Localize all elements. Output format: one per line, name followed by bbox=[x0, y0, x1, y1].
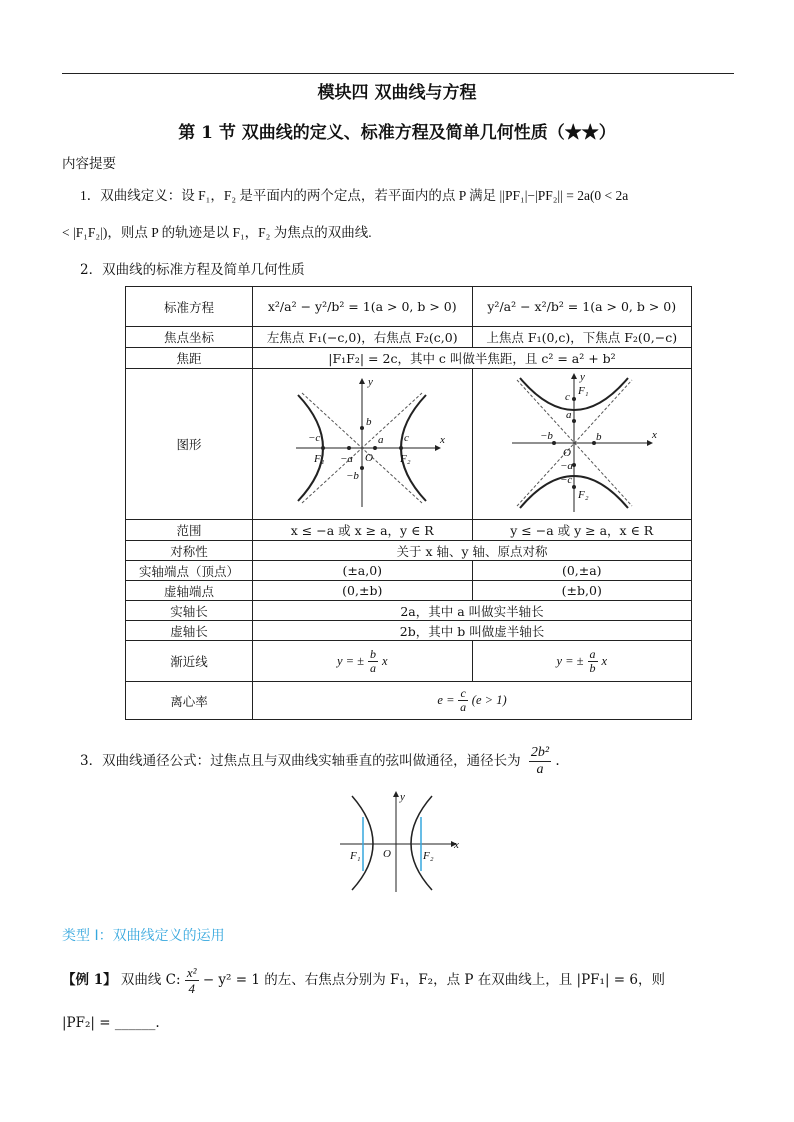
fraction bbox=[368, 648, 378, 675]
row-label: 实轴长 bbox=[126, 601, 253, 621]
cell-right: y²/a² − x²/b² = 1(a > 0, b > 0) bbox=[472, 287, 692, 327]
point-a bbox=[373, 446, 377, 450]
table-row bbox=[126, 601, 692, 621]
row-label: 虚轴长 bbox=[126, 621, 253, 641]
item3 bbox=[80, 745, 560, 778]
horizontal-hyperbola-graph bbox=[272, 373, 452, 513]
label-a: a bbox=[378, 433, 384, 446]
cell-merged: 2a，其中 a 叫做实半轴长 bbox=[253, 601, 692, 621]
section-title: 第 1 节 双曲线的定义、标准方程及简单几何性质（★★） bbox=[178, 123, 616, 143]
label-f1: F₁ bbox=[350, 850, 361, 862]
cell-right: (0,±a) bbox=[472, 561, 692, 581]
cell-left: x²/a² − y²/b² = 1(a > 0, b > 0) bbox=[253, 287, 473, 327]
point-f2 bbox=[572, 485, 576, 489]
example1 bbox=[62, 965, 665, 996]
denominator: a bbox=[370, 660, 377, 675]
label-f1: F₁ bbox=[314, 452, 325, 465]
item1-line2: < |F₁F₂|)，则点 P 的轨迹是以 F₁，F₂ 为焦点的双曲线. bbox=[62, 225, 372, 240]
point-neg-b bbox=[360, 466, 364, 470]
cell-merged: 关于 x 轴、y 轴、原点对称 bbox=[253, 541, 692, 561]
cell-left bbox=[253, 641, 473, 682]
cell-right: (±b,0) bbox=[472, 581, 692, 601]
table-row bbox=[126, 581, 692, 601]
example-tag: 【例 1】 bbox=[62, 972, 117, 988]
asymptote-tail: x bbox=[601, 653, 608, 668]
table-row bbox=[126, 541, 692, 561]
item2-heading: 2．双曲线的标准方程及简单几何性质 bbox=[80, 262, 305, 278]
fraction bbox=[529, 745, 551, 778]
top-rule bbox=[62, 73, 734, 74]
label-x: x bbox=[651, 428, 657, 441]
label-origin: O bbox=[383, 848, 391, 860]
point-f1 bbox=[572, 397, 576, 401]
cell-left: (0,±b) bbox=[253, 581, 473, 601]
table-row bbox=[126, 348, 692, 369]
label-c: c bbox=[404, 431, 410, 444]
point-a bbox=[572, 419, 576, 423]
row-label: 图形 bbox=[126, 369, 253, 520]
row-label: 虚轴端点 bbox=[126, 581, 253, 601]
point-f2 bbox=[399, 446, 403, 450]
table-row bbox=[126, 327, 692, 348]
label-x: x bbox=[454, 839, 459, 851]
item3-text: 3．双曲线通径公式：过焦点且与双曲线实轴垂直的弦叫做通径，通径长为 bbox=[80, 753, 521, 769]
row-label: 标准方程 bbox=[126, 287, 253, 327]
graph-left-cell bbox=[253, 369, 473, 520]
module-title: 模块四 双曲线与方程 bbox=[317, 83, 477, 103]
denominator: 4 bbox=[188, 981, 195, 996]
graph-right-cell bbox=[472, 369, 692, 520]
numerator: a bbox=[589, 646, 596, 661]
fraction bbox=[185, 965, 199, 996]
table-row bbox=[126, 682, 692, 720]
eccentricity-prefix: e = bbox=[437, 693, 455, 707]
label-y: y bbox=[579, 370, 585, 383]
cell-right: y ≤ −a 或 y ≥ a，x ∈ R bbox=[472, 520, 692, 541]
table-row bbox=[126, 520, 692, 541]
cell-merged: 2b，其中 b 叫做虚半轴长 bbox=[253, 621, 692, 641]
label-x: x bbox=[440, 433, 446, 446]
label-neg-b: −b bbox=[346, 469, 360, 482]
latus-rectum-figure bbox=[330, 788, 470, 894]
row-label: 焦距 bbox=[126, 348, 253, 369]
label-c: c bbox=[564, 390, 570, 403]
vertical-hyperbola-graph bbox=[492, 370, 672, 516]
table-row bbox=[126, 287, 692, 327]
properties-table bbox=[125, 286, 692, 720]
numerator: 2b² bbox=[530, 745, 550, 760]
row-label: 对称性 bbox=[126, 541, 253, 561]
row-label: 实轴端点（顶点） bbox=[126, 561, 253, 581]
label-neg-b: −b bbox=[539, 429, 553, 442]
label-f2: F₂ bbox=[577, 488, 589, 501]
denominator: a bbox=[536, 762, 544, 777]
label-b: b bbox=[595, 430, 602, 443]
table-row bbox=[126, 621, 692, 641]
label-neg-a: −a bbox=[340, 452, 354, 465]
asymptote-tail: x bbox=[382, 653, 388, 668]
type1-heading: 类型 I：双曲线定义的运用 bbox=[62, 928, 225, 944]
eccentricity-tail: (e > 1) bbox=[471, 693, 507, 707]
table-row bbox=[126, 641, 692, 682]
example1-line2: |PF₂| = ______. bbox=[62, 1015, 160, 1031]
point-b bbox=[360, 426, 364, 430]
label-neg-c: −c bbox=[308, 431, 321, 444]
item1-line1: 1．双曲线定义：设 F₁，F₂ 是平面内的两个定点，若平面内的点 P 满足 ||PF₁|−|PF₂|| = 2a(0 < 2a bbox=[80, 188, 629, 203]
cell-left: x ≤ −a 或 x ≥ a，y ∈ R bbox=[253, 520, 473, 541]
asymptote-prefix: y = ± bbox=[556, 653, 584, 668]
cell-right: 上焦点 F₁(0,c)，下焦点 F₂(0,−c) bbox=[472, 327, 692, 348]
row-label: 范围 bbox=[126, 520, 253, 541]
label-neg-c: −c bbox=[559, 473, 573, 486]
fraction bbox=[588, 648, 598, 675]
row-label: 焦点坐标 bbox=[126, 327, 253, 348]
label-f2: F₂ bbox=[423, 850, 434, 862]
fraction bbox=[458, 687, 467, 714]
label-a: a bbox=[565, 408, 572, 421]
cell-right bbox=[472, 641, 692, 682]
numerator: c bbox=[460, 686, 466, 700]
example-text-b: − y² = 1 的左、右焦点分别为 F₁，F₂，点 P 在双曲线上，且 |PF₁| = 6，则 bbox=[202, 972, 665, 988]
example-text-a: 双曲线 C: bbox=[120, 972, 181, 988]
label-b: b bbox=[366, 415, 372, 428]
label-origin: O bbox=[365, 451, 374, 464]
point-f1 bbox=[321, 446, 325, 450]
denominator: b bbox=[589, 660, 596, 675]
row-label: 渐近线 bbox=[126, 641, 253, 682]
label-origin: O bbox=[562, 446, 571, 459]
label-f1: F₁ bbox=[577, 384, 589, 397]
table-row bbox=[126, 369, 692, 520]
label-y: y bbox=[368, 375, 374, 388]
numerator: x² bbox=[186, 965, 197, 980]
label-y: y bbox=[400, 791, 405, 803]
cell-merged bbox=[253, 682, 692, 720]
label-neg-a: −a bbox=[559, 459, 573, 472]
cell-left: 左焦点 F₁(−c,0)，右焦点 F₂(c,0) bbox=[253, 327, 473, 348]
label-f2: F₂ bbox=[400, 452, 411, 465]
asymptote-prefix: y = ± bbox=[336, 653, 365, 668]
cell-left: (±a,0) bbox=[253, 561, 473, 581]
row-label: 离心率 bbox=[126, 682, 253, 720]
numerator: b bbox=[370, 646, 377, 661]
denominator: a bbox=[460, 700, 467, 714]
cell-merged: |F₁F₂| = 2c，其中 c 叫做半焦距，且 c² = a² + b² bbox=[253, 348, 692, 369]
content-heading: 内容提要 bbox=[62, 156, 116, 172]
item3-tail: . bbox=[555, 753, 560, 769]
table-row bbox=[126, 561, 692, 581]
point-neg-a bbox=[347, 446, 351, 450]
